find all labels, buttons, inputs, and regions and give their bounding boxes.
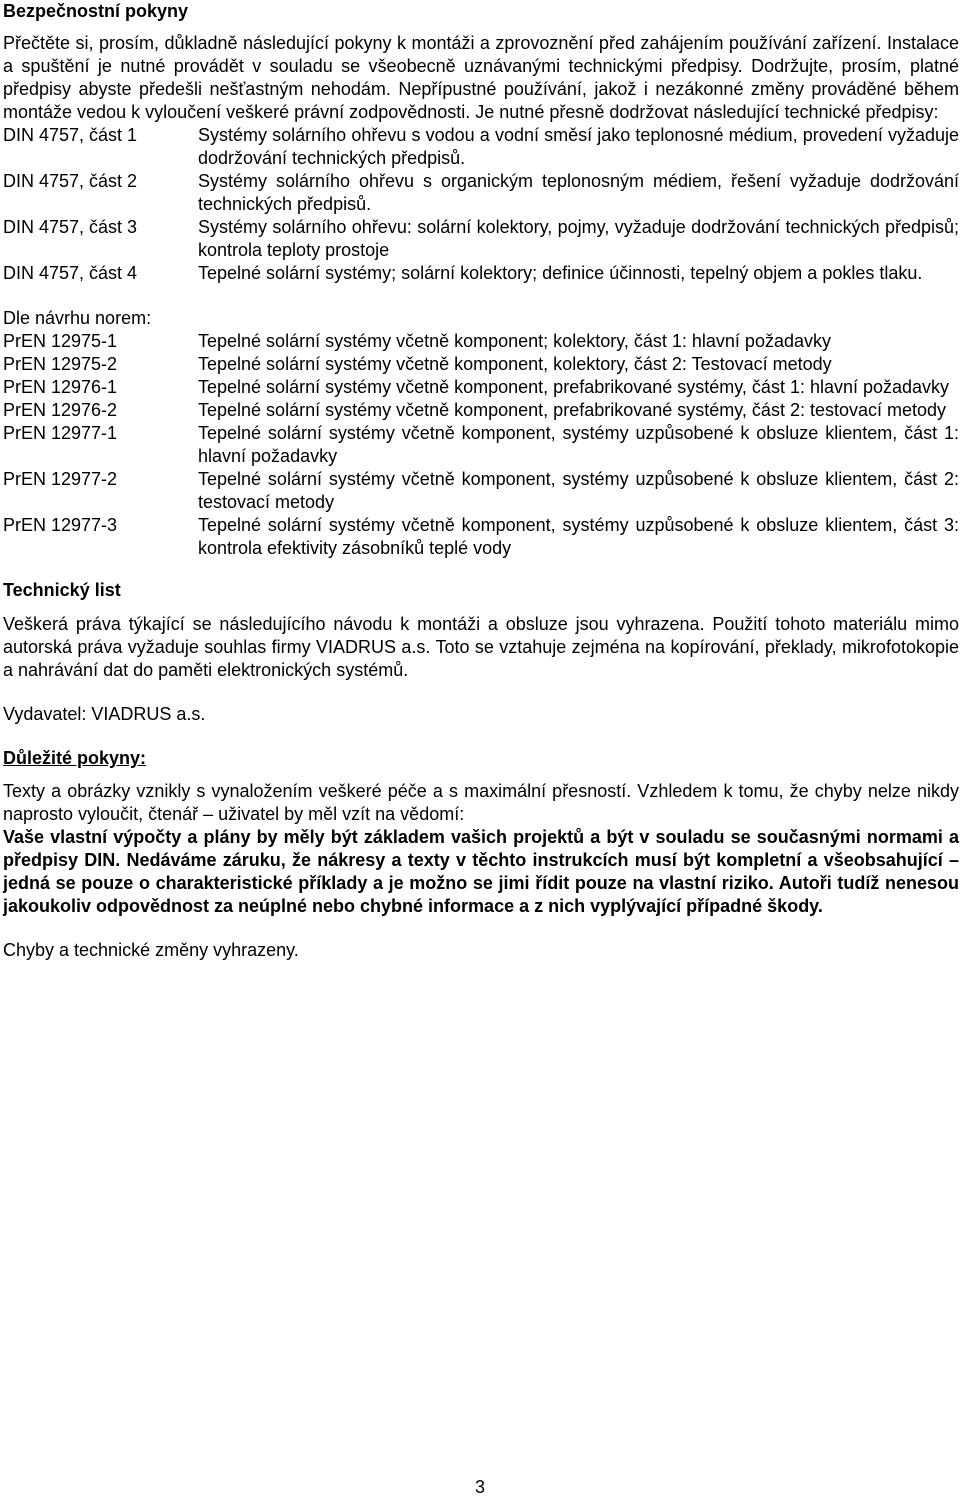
- standard-row: [3, 262, 959, 285]
- publisher-line: Vydavatel: VIADRUS a.s.: [3, 704, 206, 724]
- safety-heading: Bezpečnostní pokyny: [3, 1, 189, 21]
- draft-norm-row: [3, 330, 959, 353]
- draft-norm-text: Tepelné solární systémy včetně komponent, systémy uzpůsobené k obsluze klientem, část 1: hlavní požadavky: [198, 423, 959, 466]
- safety-paragraph: Přečtěte si, prosím, důkladně následující pokyny k montáži a zprovoznění před zahájením používání zařízení. Instalace a spuštění je nutné provádět v souladu se všeobecně uznávanými technickými předpisy. Dodržujte, prosím, platné předpisy abyste předešli nešťastným nehodám. Nepřípustné používání, jakož i nezákonné změny prováděné během montáže vedou k vyloučení veškeré právní zodpovědnosti. Je nutné přesně dodržovat následující technické předpisy:: [3, 33, 959, 122]
- standard-code: DIN 4757, část 2: [3, 171, 138, 191]
- draft-norm-text: Tepelné solární systémy včetně komponent, prefabrikované systémy, část 2: testovací metody: [198, 400, 947, 420]
- draft-norm-row: [3, 376, 959, 399]
- technical-paragraph: Veškerá práva týkající se následujícího návodu k montáži a obsluze jsou vyhrazena. Použití tohoto materiálu mimo autorská práva vyžaduje souhlas firmy VIADRUS a.s. Toto se vztahuje zejména na kopírování, překlady, mikrofotokopie a nahrávání dat do paměti elektronických systémů.: [3, 614, 959, 680]
- closing-line: Chyby a technické změny vyhrazeny.: [3, 940, 299, 960]
- important-heading: Důležité pokyny:: [3, 748, 147, 768]
- draft-label: Dle návrhu norem:: [3, 308, 152, 328]
- draft-norm-code: PrEN 12977-3: [3, 515, 118, 535]
- draft-norm-row: [3, 468, 959, 514]
- draft-norm-text: Tepelné solární systémy včetně komponent, kolektory, část 2: Testovací metody: [198, 354, 832, 374]
- draft-norm-row: [3, 353, 959, 376]
- draft-norm-row: [3, 422, 959, 468]
- standard-code: DIN 4757, část 4: [3, 263, 138, 283]
- draft-norm-text: Tepelné solární systémy včetně komponent, systémy uzpůsobené k obsluze klientem, část 3: kontrola efektivity zásobníků teplé vody: [198, 515, 959, 558]
- draft-norm-row: [3, 399, 959, 422]
- standard-code: DIN 4757, část 1: [3, 125, 138, 145]
- draft-norm-text: Tepelné solární systémy včetně komponent, prefabrikované systémy, část 1: hlavní požadavky: [198, 377, 950, 397]
- draft-norm-text: Tepelné solární systémy včetně komponent; kolektory, část 1: hlavní požadavky: [198, 331, 831, 351]
- draft-norm-code: PrEN 12975-1: [3, 331, 118, 351]
- standard-code: DIN 4757, část 3: [3, 217, 138, 237]
- standard-text: Systémy solárního ohřevu s vodou a vodní směsí jako teplonosné médium, provedení vyžaduje dodržování technických předpisů.: [198, 125, 959, 168]
- standard-row: [3, 216, 959, 262]
- standard-text: Systémy solárního ohřevu s organickým teplonosným médiem, řešení vyžaduje dodržování technických předpisů.: [198, 171, 959, 214]
- draft-norm-code: PrEN 12977-2: [3, 469, 118, 489]
- standards-list: [3, 124, 959, 285]
- standard-row: [3, 170, 959, 216]
- page-number: 3: [474, 1477, 485, 1497]
- draft-norm-code: PrEN 12975-2: [3, 354, 118, 374]
- technical-heading: Technický list: [3, 580, 121, 600]
- draft-norm-code: PrEN 12976-2: [3, 400, 118, 420]
- draft-norm-row: [3, 514, 959, 560]
- important-paragraph: Texty a obrázky vznikly s vynaložením veškeré péče a s maximální přesností. Vzhledem k tomu, že chyby nelze nikdy naprosto vyloučit, čtenář – uživatel by měl vzít na vědomí:: [3, 781, 959, 824]
- standard-row: [3, 124, 959, 170]
- document-page: [3, 0, 959, 962]
- draft-norm-code: PrEN 12977-1: [3, 423, 118, 443]
- important-bold-paragraph: Vaše vlastní výpočty a plány by měly být základem vašich projektů a být v souladu se současnými normami a předpisy DIN. Nedáváme záruku, že nákresy a texty v těchto instrukcích musí být kompletní a všeobsahující – jedná se pouze o charakteristické příklady a je možno se jimi řídit pouze na vlastní riziko. Autoři tudíž nenesou jakoukoliv odpovědnost za neúplné nebo chybné informace a z nich vyplývající případné škody.: [3, 827, 959, 916]
- draft-norms-list: [3, 330, 959, 560]
- draft-norm-code: PrEN 12976-1: [3, 377, 118, 397]
- standard-text: Systémy solárního ohřevu: solární kolektory, pojmy, vyžaduje dodržování technických předpisů; kontrola teploty prostoje: [198, 217, 959, 260]
- draft-norm-text: Tepelné solární systémy včetně komponent, systémy uzpůsobené k obsluze klientem, část 2: testovací metody: [198, 469, 959, 512]
- standard-text: Tepelné solární systémy; solární kolektory; definice účinnosti, tepelný objem a pokles tlaku.: [198, 263, 923, 283]
